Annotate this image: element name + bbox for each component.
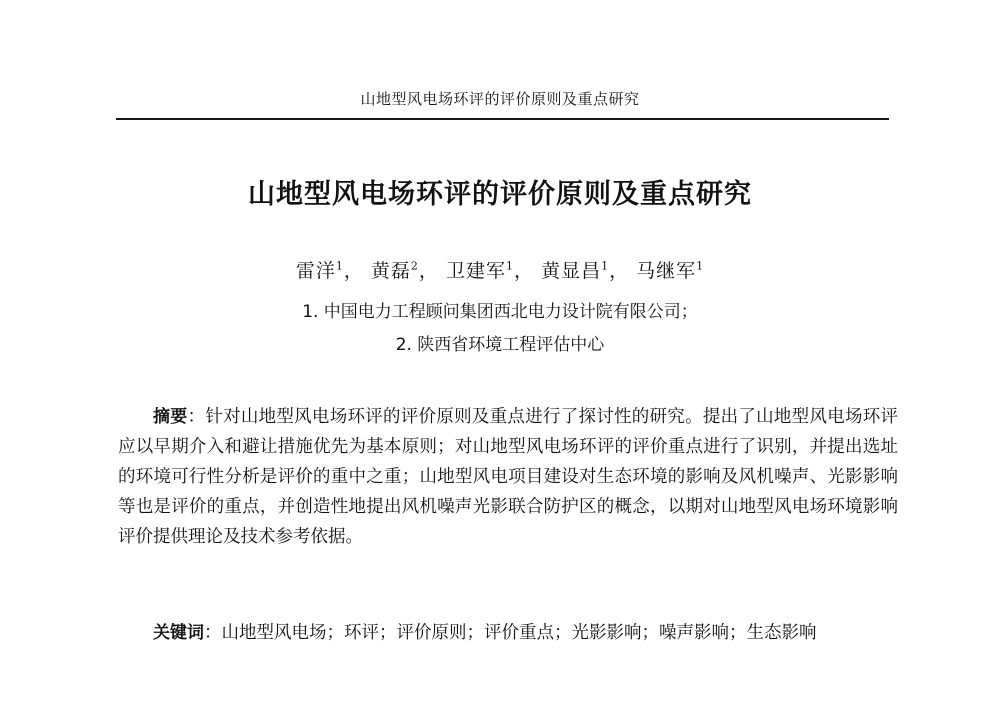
author-name: 黄磊 [370,260,411,282]
keywords-colon: ： [204,623,222,643]
author-name: 雷洋 [295,260,336,282]
abstract [118,402,898,552]
affiliation-mark: 1 [601,259,610,273]
paper-title: 山地型风电场环评的评价原则及重点研究 [248,179,752,210]
abstract-text: 针对山地型风电场环评的评价原则及重点进行了探讨性的研究。提出了山地型风电场环评应以早期介入和避让措施优先为基本原则；对山地型风电场环评的评价重点进行了识别，并提出选址的环境可行性分析是评价的重中之重；山地型风电项目建设对生态环境的影响及风机噪声、光影影响等也是评价的重点，并创造性地提出风机噪声光影联合防护区的概念，以期对山地型风电场环境影响评价提供理论及技术参考依据。 [118,407,899,547]
author-name: 马继军 [636,260,697,282]
author-name: 卫建军 [445,260,506,282]
keywords [118,618,898,648]
abstract-colon: ： [187,407,206,427]
keywords-label: 关键词 [153,623,204,643]
affiliation-mark: 1 [335,259,344,273]
author-list [0,256,1000,283]
keywords-text: 山地型风电场；环评；评价原则；评价重点；光影影响；噪声影响；生态影响 [221,623,817,643]
author-name: 黄显昌 [541,260,602,282]
author-separator: ， [514,260,535,282]
affiliation-mark: 1 [506,259,514,273]
header-rule [116,118,889,120]
author-separator: ， [343,260,364,282]
author-separator: ， [418,260,439,282]
affiliation-mark: 1 [696,259,705,273]
abstract-label: 摘要 [153,407,188,427]
running-header: 山地型风电场环评的评价原则及重点研究 [360,90,640,108]
affiliation-1: 1. 中国电力工程顾问集团西北电力设计院有限公司； [302,302,698,322]
affiliation-mark: 2 [410,259,419,273]
author-separator: ， [609,260,630,282]
affiliation-2: 2. 陕西省环境工程评估中心 [395,335,605,355]
